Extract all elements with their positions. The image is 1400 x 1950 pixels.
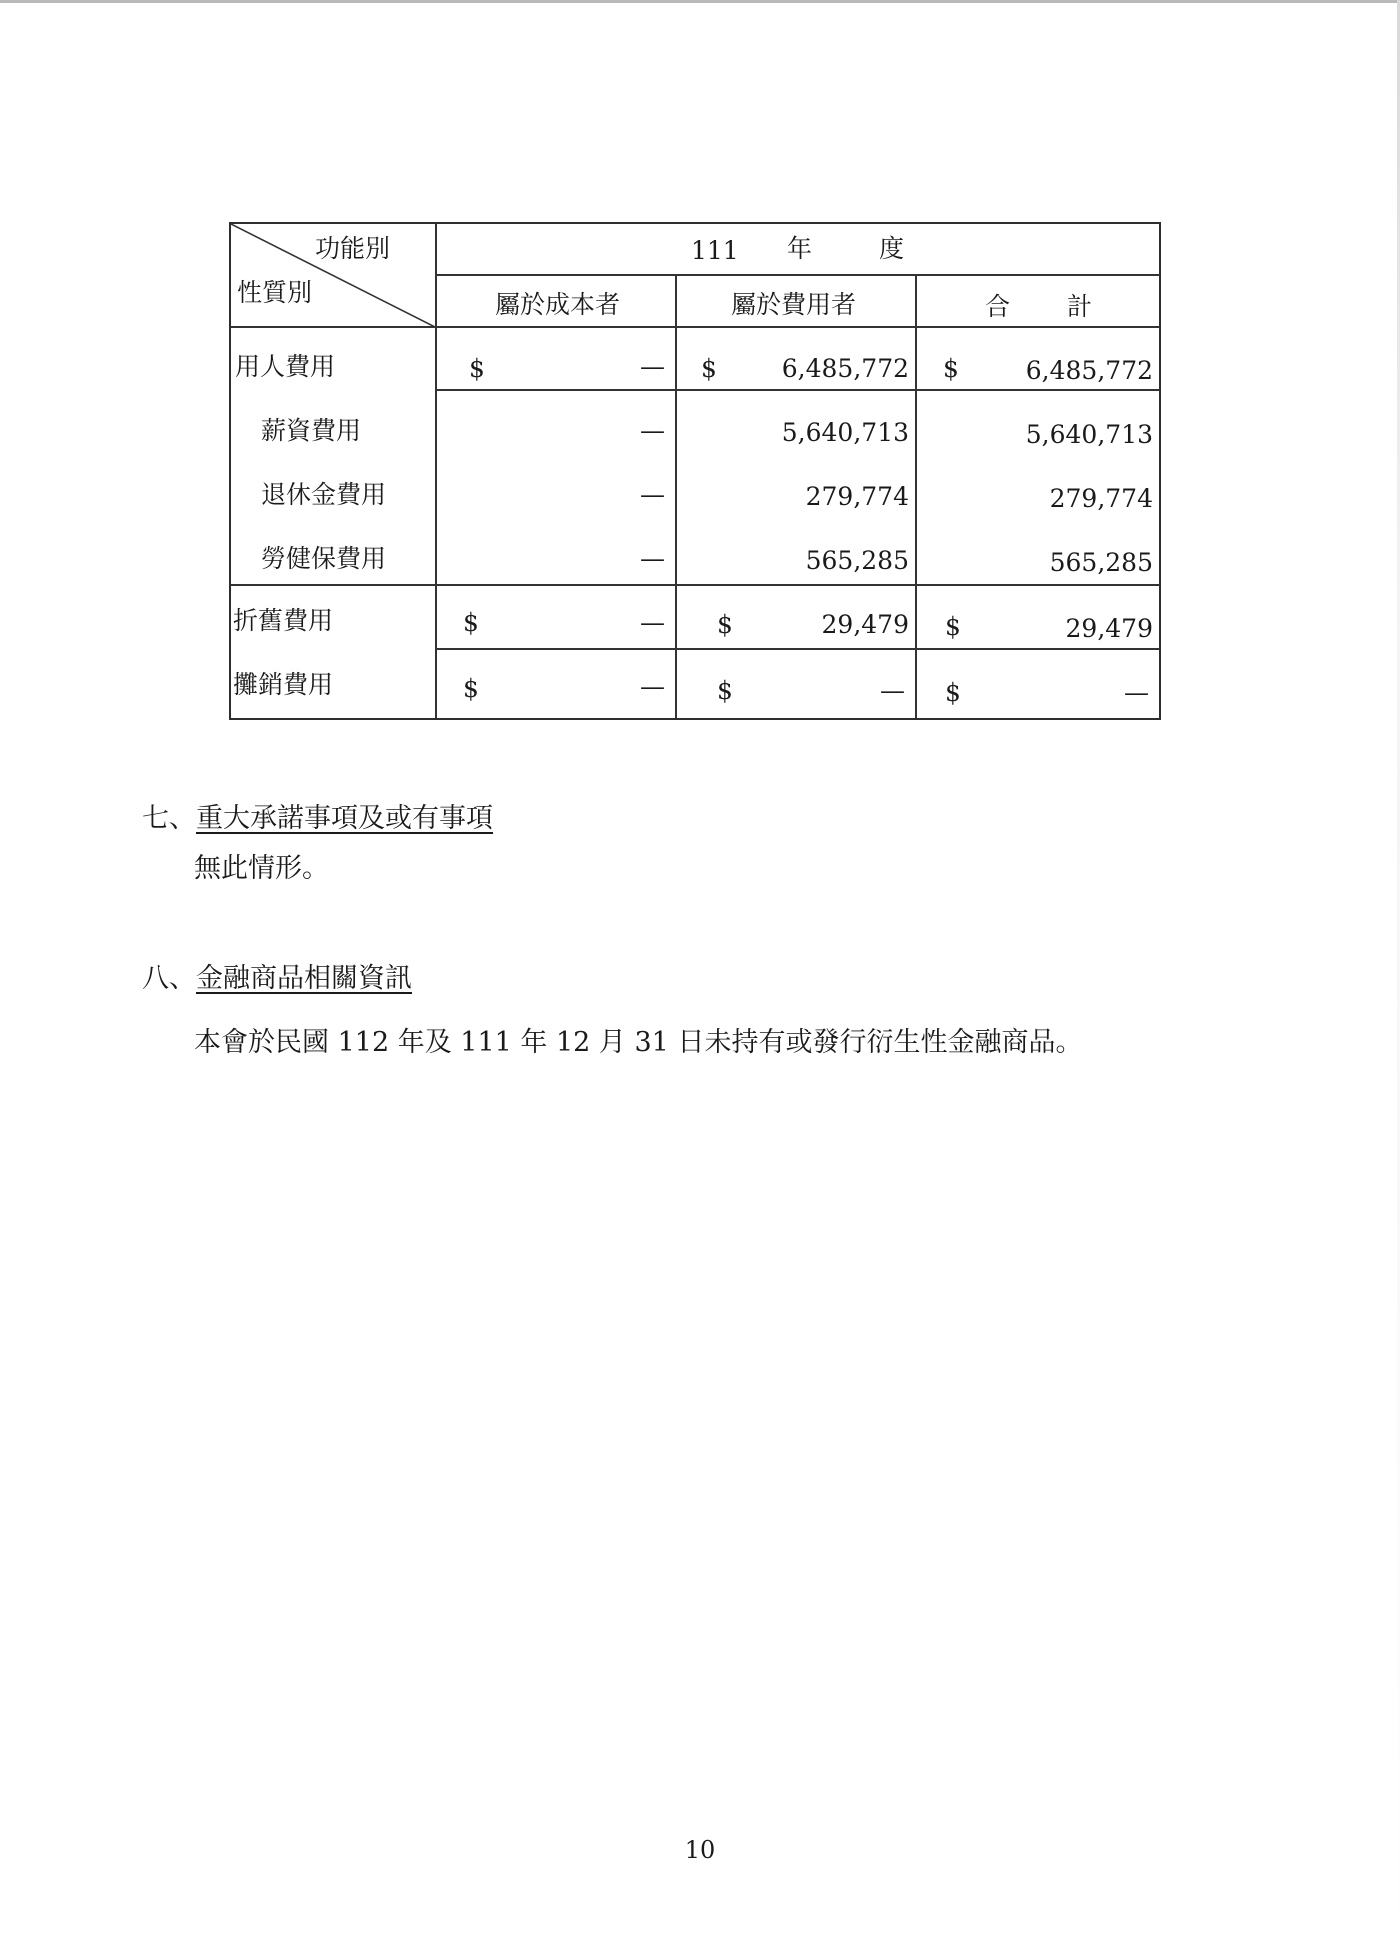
row-label-insurance: 勞健保費用 xyxy=(261,544,387,573)
dollar-sign: $ xyxy=(717,676,733,705)
cell-cost-pension: — xyxy=(640,480,665,509)
dollar-sign: $ xyxy=(945,678,961,707)
cell-expense-salary: 5,640,713 xyxy=(781,418,909,447)
dollar-sign: $ xyxy=(469,354,485,383)
section-eight-body: 本會於民國 112 年及 111 年 12 月 31 日未持有或發行衍生性金融商品。 xyxy=(194,1027,1083,1058)
dollar-sign: $ xyxy=(945,612,961,641)
year-nian: 年 xyxy=(787,234,813,263)
row-divider-depreciation xyxy=(435,648,1159,650)
cell-cost-amortization: — xyxy=(640,672,665,701)
cell-total-pension: 279,774 xyxy=(1049,484,1153,513)
section-seven-title: 重大承諾事項及或有事項 xyxy=(196,803,493,834)
cell-expense-depreciation: 29,479 xyxy=(821,610,909,639)
cell-total-salary: 5,640,713 xyxy=(1025,420,1153,449)
section-seven-body: 無此情形。 xyxy=(194,853,329,884)
col-header-total-a: 合 xyxy=(985,292,1011,321)
dollar-sign: $ xyxy=(943,354,959,383)
corner-function-label: 功能別 xyxy=(315,234,391,263)
cell-cost-personnel: — xyxy=(640,352,665,381)
cell-total-insurance: 565,285 xyxy=(1049,548,1153,577)
section-seven-heading xyxy=(142,796,493,835)
row-divider-year xyxy=(435,274,1159,276)
year-number: 111 xyxy=(691,236,739,265)
year-du: 度 xyxy=(879,234,905,263)
cell-expense-pension: 279,774 xyxy=(805,482,909,511)
cell-cost-insurance: — xyxy=(640,544,665,573)
col-divider-label xyxy=(435,224,437,718)
row-label-pension: 退休金費用 xyxy=(261,480,387,509)
scan-top-edge xyxy=(0,0,1400,3)
dollar-sign: $ xyxy=(463,674,479,703)
cell-expense-amortization: — xyxy=(880,676,905,705)
corner-nature-label: 性質別 xyxy=(237,278,313,307)
cell-expense-insurance: 565,285 xyxy=(805,546,909,575)
row-divider-subitems xyxy=(231,584,1159,586)
dollar-sign: $ xyxy=(717,610,733,639)
row-label-amortization: 攤銷費用 xyxy=(233,670,334,699)
expense-by-nature-table xyxy=(229,222,1161,720)
cell-expense-personnel: 6,485,772 xyxy=(781,354,909,383)
dollar-sign: $ xyxy=(463,608,479,637)
cell-total-amortization: — xyxy=(1124,678,1149,707)
section-seven-number: 七、 xyxy=(142,803,196,834)
row-divider-header xyxy=(231,326,1159,328)
section-eight-title: 金融商品相關資訊 xyxy=(196,963,412,994)
cell-total-depreciation: 29,479 xyxy=(1065,614,1153,643)
col-divider-cost xyxy=(675,276,677,718)
col-header-total-b: 計 xyxy=(1067,292,1093,321)
col-header-expense: 屬於費用者 xyxy=(731,290,857,319)
cell-total-personnel: 6,485,772 xyxy=(1025,356,1153,385)
row-divider-personnel xyxy=(435,389,1159,391)
row-label-salary: 薪資費用 xyxy=(261,416,362,445)
section-eight-heading xyxy=(142,956,412,995)
col-divider-expense xyxy=(915,276,917,718)
cell-cost-depreciation: — xyxy=(640,608,665,637)
page-number: 10 xyxy=(684,1836,716,1864)
section-eight-number: 八、 xyxy=(142,963,196,994)
col-header-cost: 屬於成本者 xyxy=(495,290,621,319)
row-label-depreciation: 折舊費用 xyxy=(233,606,334,635)
cell-cost-salary: — xyxy=(640,416,665,445)
row-label-personnel: 用人費用 xyxy=(235,352,336,381)
dollar-sign: $ xyxy=(701,354,717,383)
